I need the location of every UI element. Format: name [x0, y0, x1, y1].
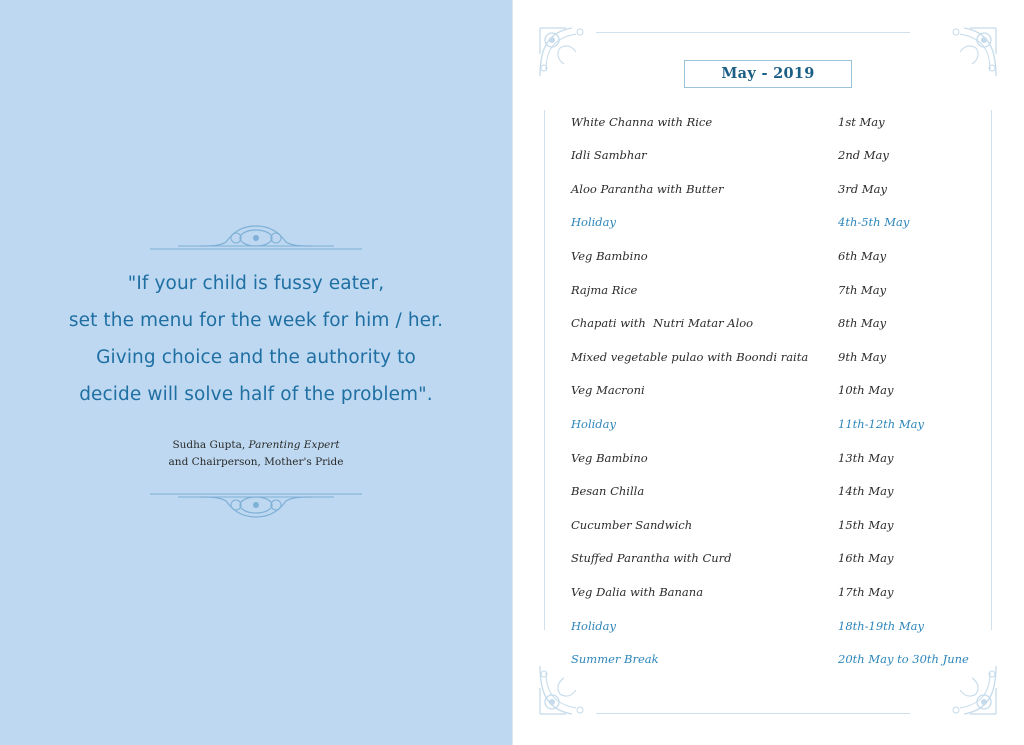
menu-dish: Veg Bambino: [571, 451, 648, 465]
menu-row: [571, 451, 981, 471]
frame-border-right: [991, 110, 992, 630]
menu-dish: White Channa with Rice: [571, 115, 713, 129]
menu-row: [571, 518, 981, 538]
menu-dish: Idli Sambhar: [571, 148, 647, 162]
menu-date: 17th May: [838, 585, 894, 599]
menu-row: [571, 182, 981, 202]
frame-border-bottom: [596, 713, 910, 714]
quote-line: decide will solve half of the problem".: [79, 384, 433, 405]
menu-date: 15th May: [838, 518, 894, 532]
menu-date: 10th May: [838, 383, 894, 397]
month-title: May - 2019: [684, 60, 852, 88]
menu-dish: Rajma Rice: [571, 283, 638, 297]
menu-date: 16th May: [838, 551, 894, 565]
menu-dish: Besan Chilla: [571, 484, 645, 498]
menu-date: 1st May: [838, 115, 885, 129]
menu-dish: Cucumber Sandwich: [571, 518, 693, 532]
quote-attribution: [60, 437, 452, 471]
menu-row-holiday: [571, 619, 981, 639]
menu-date: 6th May: [838, 249, 887, 263]
menu-row-holiday: [571, 215, 981, 235]
ornament-divider-top: [148, 222, 364, 256]
menu-dish: Aloo Parantha with Butter: [571, 182, 724, 196]
menu-date: 18th-19th May: [838, 619, 924, 633]
corner-ornament-icon: [536, 24, 592, 80]
quote-line: "If your child is fussy eater,: [127, 273, 385, 294]
menu-dish: Summer Break: [571, 652, 659, 666]
menu-dish: Holiday: [571, 619, 617, 633]
menu-row: [571, 585, 981, 605]
menu-date: 9th May: [838, 350, 887, 364]
menu-dish: Veg Macroni: [571, 383, 645, 397]
menu-date: 8th May: [838, 316, 887, 330]
menu-row: [571, 283, 981, 303]
menu-row: [571, 115, 981, 135]
menu-page: [512, 0, 1024, 745]
menu-date: 13th May: [838, 451, 894, 465]
frame-border-left: [544, 110, 545, 630]
menu-row: [571, 484, 981, 504]
menu-row: [571, 383, 981, 403]
menu-date: 20th May to 30th June: [838, 652, 969, 666]
frame-border-top: [596, 32, 910, 33]
author-role: and Chairperson,: [168, 456, 261, 468]
menu-row-holiday: [571, 417, 981, 437]
menu-date: 7th May: [838, 283, 887, 297]
menu-row-holiday: [571, 652, 981, 672]
menu-dish: Mixed vegetable pulao with Boondi raita: [571, 350, 809, 364]
author-name: Sudha Gupta,: [172, 439, 246, 451]
menu-dish: Stuffed Parantha with Curd: [571, 551, 732, 565]
menu-date: 3rd May: [838, 182, 887, 196]
menu-row: [571, 148, 981, 168]
menu-dish: Holiday: [571, 417, 617, 431]
ornament-divider-bottom: [148, 487, 364, 521]
menu-dish: Veg Bambino: [571, 249, 648, 263]
parenting-quote: [20, 265, 492, 413]
menu-dish: Chapati with Nutri Matar Aloo: [571, 316, 754, 330]
corner-ornament-icon: [944, 24, 1000, 80]
menu-row: [571, 551, 981, 571]
menu-row: [571, 316, 981, 336]
quote-line: set the menu for the week for him / her.: [68, 310, 444, 331]
author-org: Mother's Pride: [264, 456, 344, 468]
menu-row: [571, 350, 981, 370]
menu-date: 2nd May: [838, 148, 889, 162]
menu-row: [571, 249, 981, 269]
quote-line: Giving choice and the authority to: [96, 347, 416, 368]
author-title: Parenting Expert: [248, 439, 340, 451]
menu-date: 4th-5th May: [838, 215, 910, 229]
menu-date: 11th-12th May: [838, 417, 924, 431]
menu-date: 14th May: [838, 484, 894, 498]
menu-dish: Veg Dalia with Banana: [571, 585, 704, 599]
menu-dish: Holiday: [571, 215, 617, 229]
